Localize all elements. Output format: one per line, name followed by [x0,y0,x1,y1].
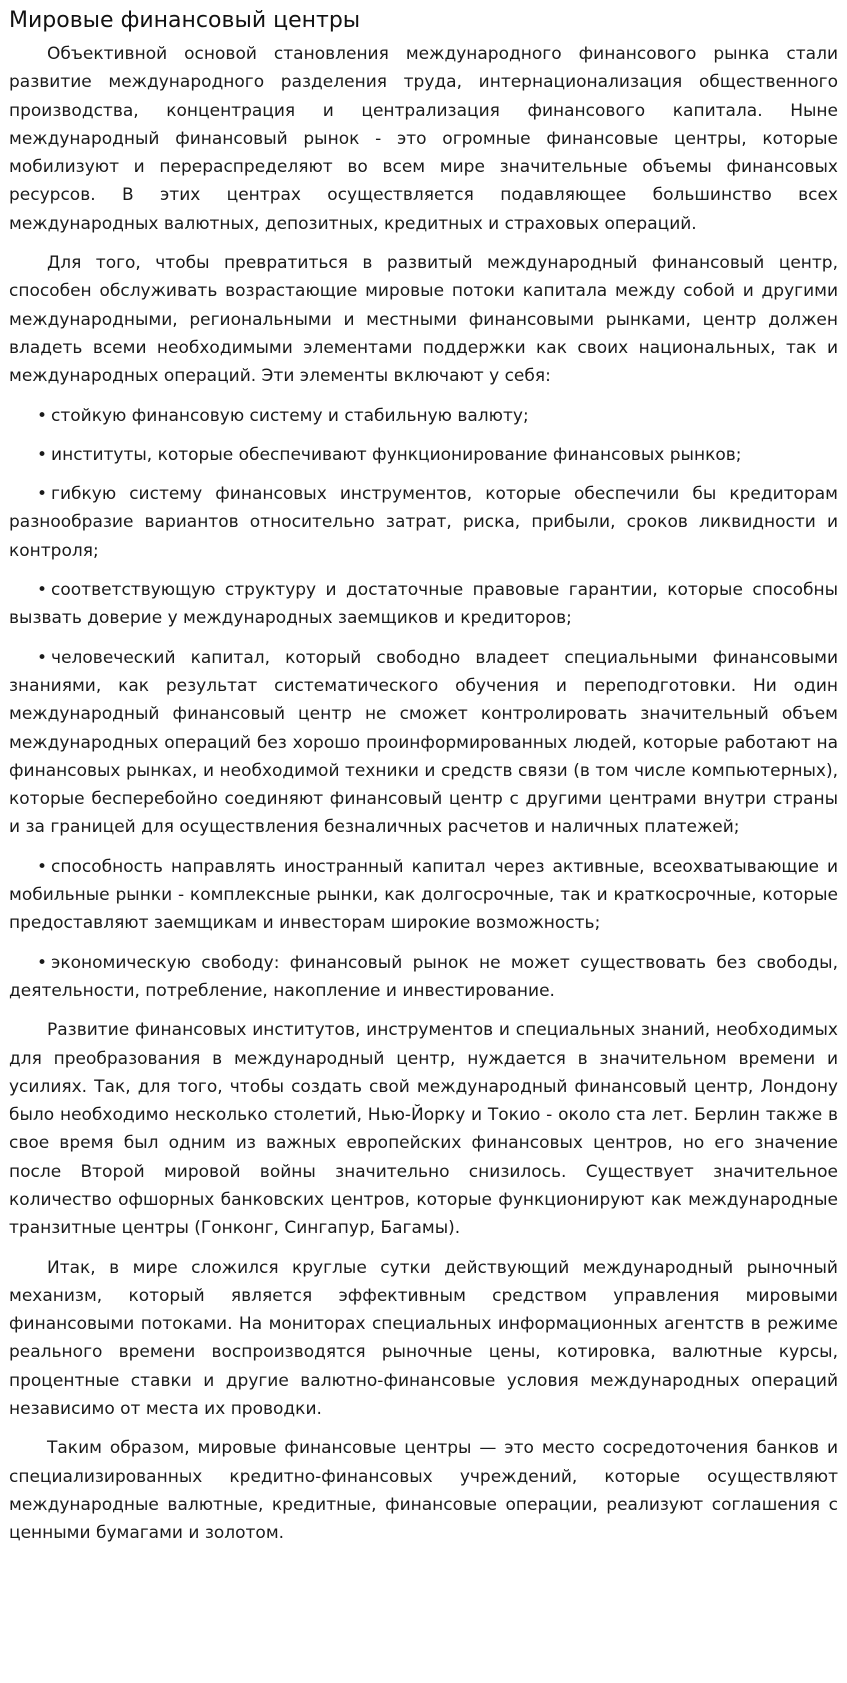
bullet-marker: • [37,444,48,465]
bullet-marker: • [37,856,48,877]
paragraph-conclusion: Таким образом, мировые финансовые центры — это место сосредоточения банков и специализированных кредитно-финансовых учреждений, которые осуществляют международные валютные, кредитные, финансовые операции, реализуют соглашения с ценными бумагами и золотом. [9,1438,838,1544]
bullet-item [9,402,838,430]
document-title: Мировые финансовый центры [9,8,361,33]
paragraph-intro: Объективной основой становления международного финансового рынка стали развитие международного разделения труда, интернационализация общественного производства, концентрация и централизация финансового капитала. Ныне международный финансовый рынок - это огромные финансовые центры, которые мобилизуют и перераспределяют во всем мире значительные объемы финансовых ресурсов. В этих центрах осуществляется подавляющее большинство всех международных валютных, депозитных, кредитных и страховых операций. [9,44,838,234]
bullet-marker: • [37,405,48,426]
bullet-text: соответствующую структуру и достаточные правовые гарантии, которые способны вызвать доверие у международных заемщиков и кредиторов; [9,580,838,629]
paragraph-market-mechanism: Итак, в мире сложился круглые сутки действующий международный рыночный механизм, который является эффективным средством управления мировыми финансовыми потоками. На мониторах специальных информационных агентств в режиме реального времени воспроизводятся рыночные цены, котировка, валютные курсы, процентные ставки и другие валютно-финансовые условия международных операций независимо от места их проводки. [9,1257,838,1420]
bullet-marker: • [37,647,48,668]
paragraph-development: Развитие финансовых институтов, инструментов и специальных знаний, необходимых для преобразования в международный центр, нуждается в значительном времени и усилиях. Так, для того, чтобы создать свой международный финансовый центр, Лондону было необходимо несколько столетий, Нью-Йорку и Токио - около ста лет. Берлин также в свое время был одним из важных европейских финансовых центров, но его значение после Второй мировой войны значительно снизилось. Существует значительное количество офшорных банковских центров, которые функционируют как международные транзитные центры (Гонконг, Сингапур, Багамы). [9,1020,838,1239]
bullet-item [9,949,838,1006]
bullet-text: гибкую систему финансовых инструментов, которые обеспечили бы кредиторам разнообразие вариантов относительно затрат, риска, прибыли, сроков ликвидности и контроля; [9,484,838,561]
bullet-text: институты, которые обеспечивают функционирование финансовых рынков; [51,444,742,465]
bullet-text: экономическую свободу: финансовый рынок не может существовать без свободы, деятельности, потребление, накопление и инвестирование. [9,952,838,1001]
bullet-item [9,853,838,938]
bullet-marker: • [37,952,48,973]
bullet-item [9,480,838,565]
bullet-item [9,576,838,633]
bullet-text: человеческий капитал, который свободно владеет специальными финансовыми знаниями, как результат систематического обучения и переподготовки. Ни один международный финансовый центр не сможет контролировать значительный объем международных операций без хорошо проинформированных людей, которые работают на финансовых рынках, и необходимой техники и средств связи (в том числе компьютерных), которые бесперебойно соединяют финансовый центр с другими центрами внутри страны и за границей для осуществления безналичных расчетов и наличных платежей; [9,647,838,838]
bullet-item [9,441,838,469]
bullet-item [9,644,838,842]
bullet-marker: • [37,484,48,505]
paragraph-requirements: Для того, чтобы превратиться в развитый международный финансовый центр, способен обслуживать возрастающие мировые потоки капитала между собой и другими международными, региональными и местными финансовыми рынками, центр должен владеть всеми необходимыми элементами поддержки как своих национальных, так и международных операций. Эти элементы включают у себя: [9,253,838,387]
bullet-text: способность направлять иностранный капитал через активные, всеохватывающие и мобильные рынки - комплексные рынки, как долгосрочные, так и краткосрочные, которые предоставляют заемщикам и инвесторам широкие возможность; [9,856,838,934]
bullet-marker: • [37,580,48,601]
bullet-text: стойкую финансовую систему и стабильную валюту; [51,405,529,426]
